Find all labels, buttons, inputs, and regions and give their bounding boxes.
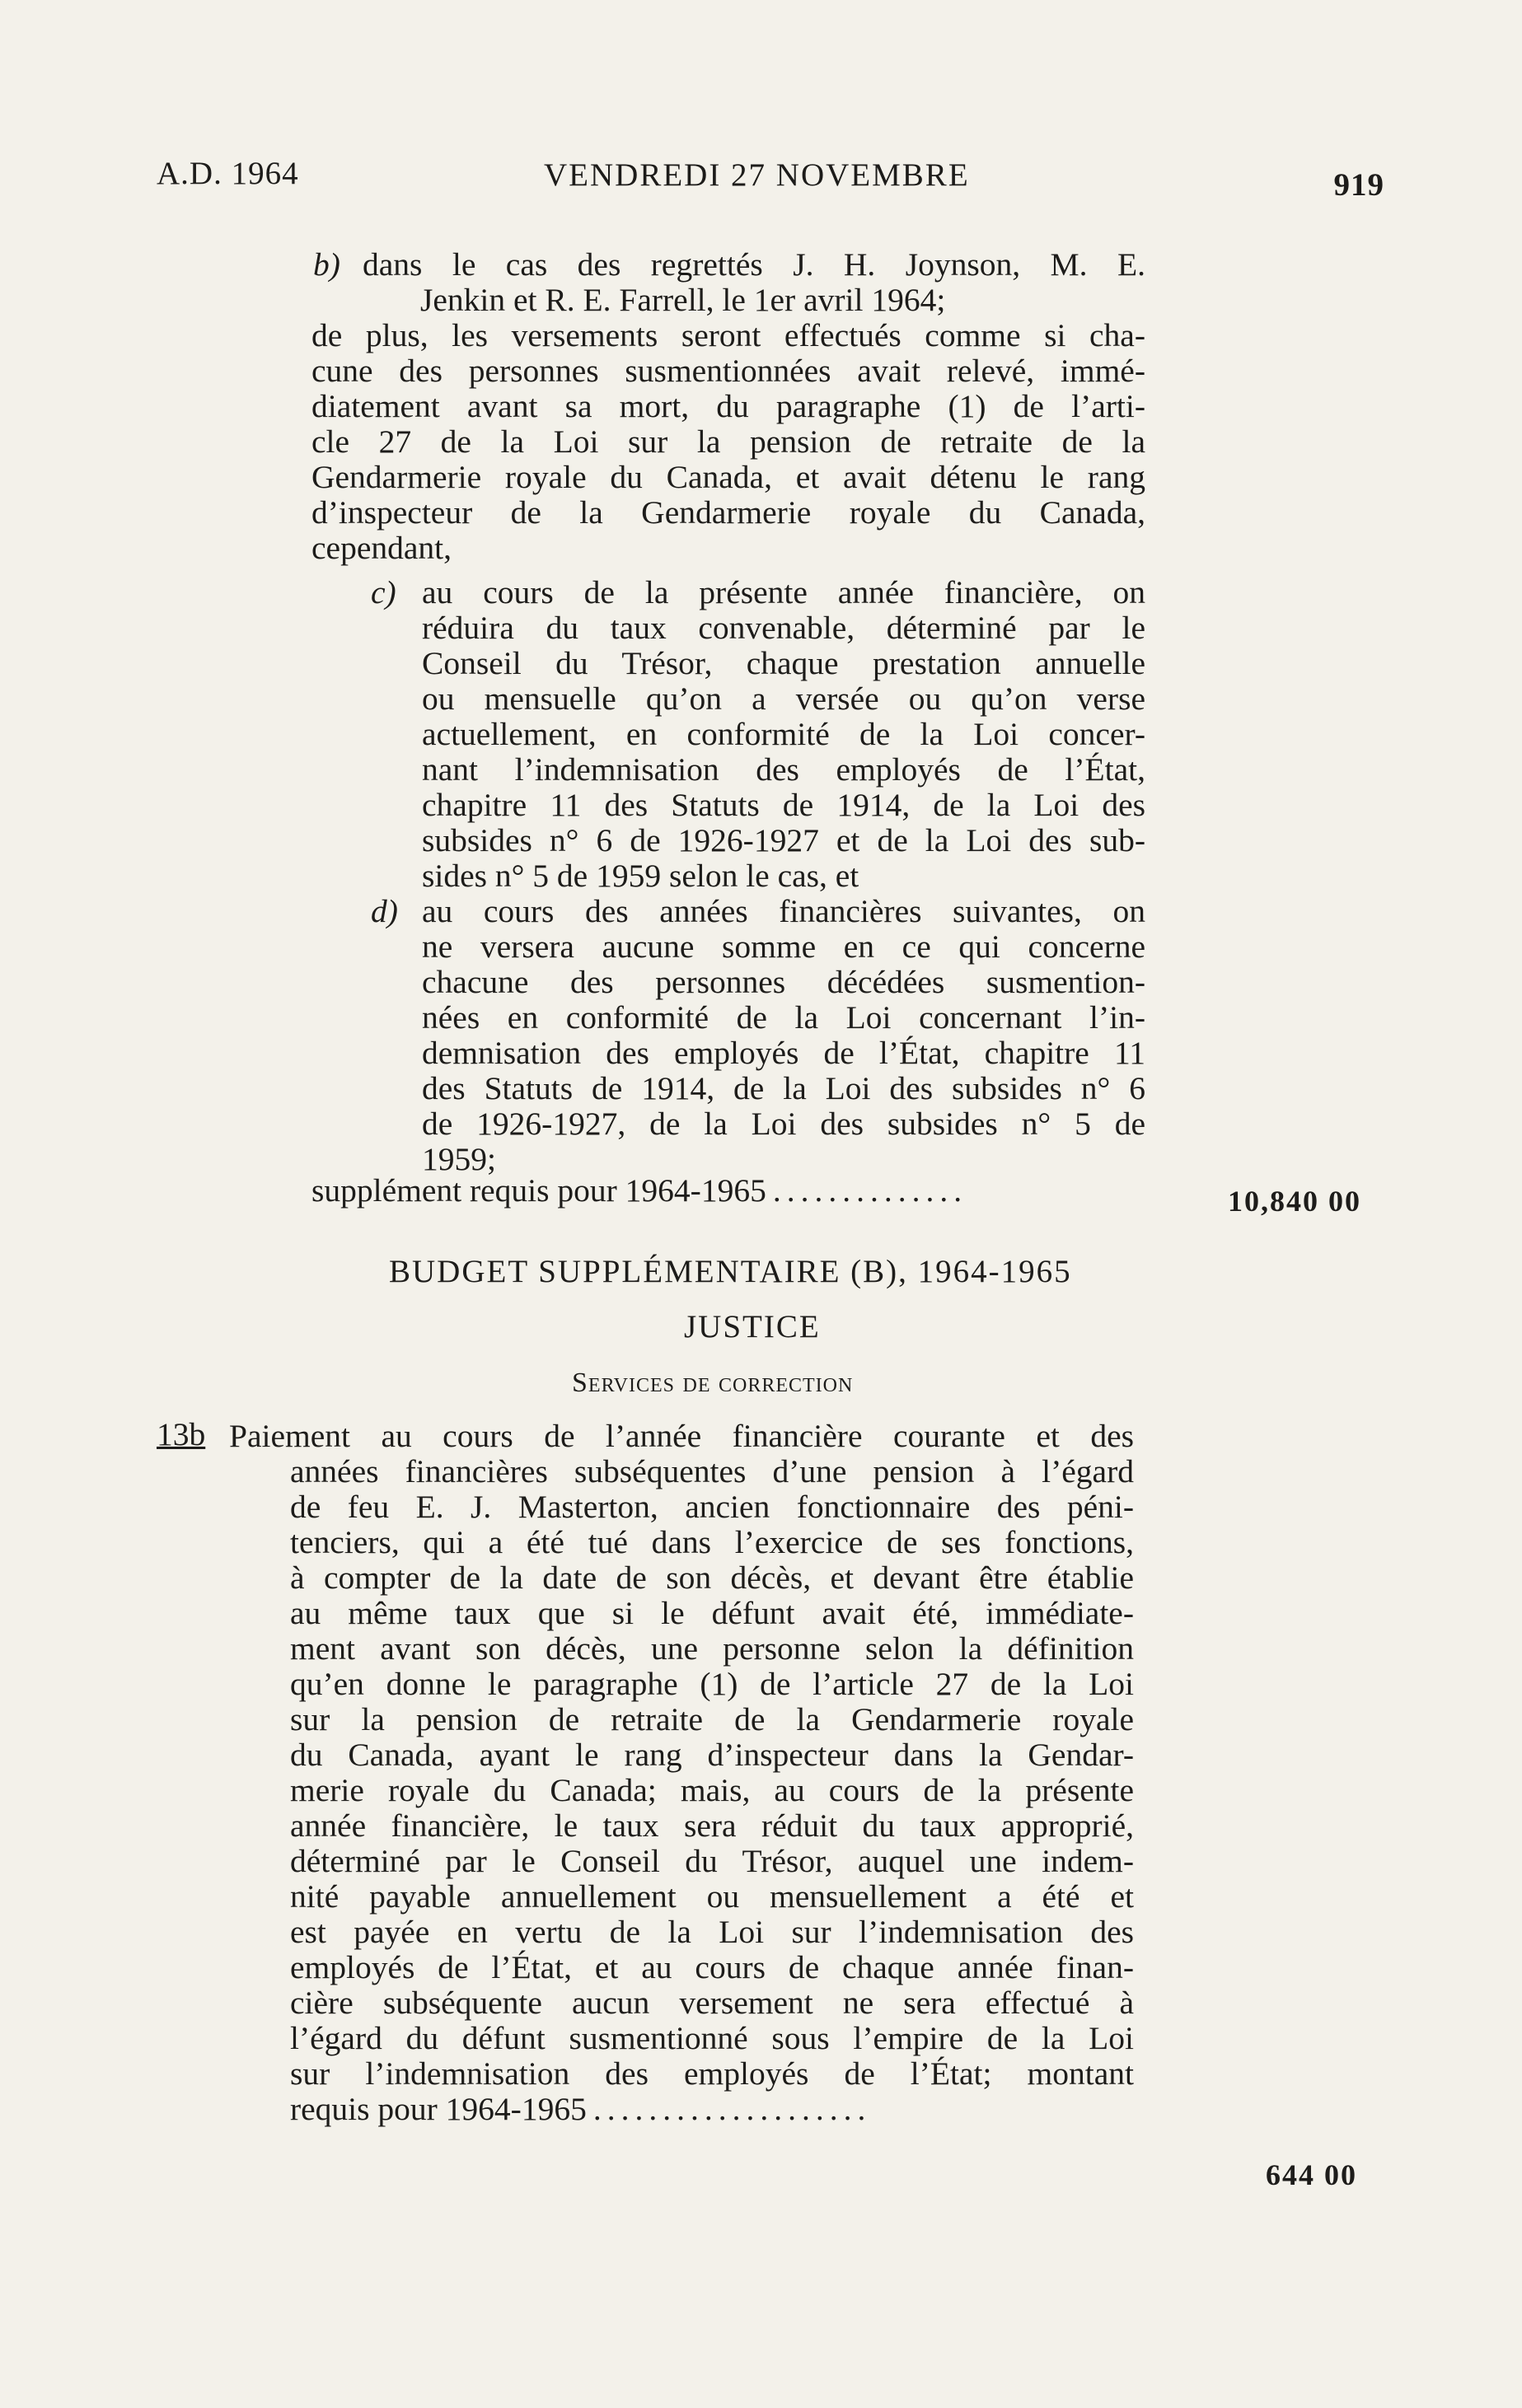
item-b-line: dans le cas des regrettés J. H. Joynson, M. E. [363,246,1145,283]
paragraph-line: diatement avant sa mort, du paragraphe (1) de l’arti- [311,388,1145,424]
item-c-line: actuellement, en conformité de la Loi concer- [422,716,1145,752]
item-c-line: subsides n° 6 de 1926-1927 et de la Loi des sub- [422,822,1145,858]
section-heading: Services de correction [572,1368,854,1398]
item-c-line: nant l’indemnisation des employés de l’État, [422,751,1145,788]
vote-amount-row [290,2092,1134,2127]
item-b-marker: b) [313,246,340,283]
vote-line: déterminé par le Conseil du Trésor, auquel une indem- [290,1843,1134,1879]
supplement-amount: 10,840 00 [1228,1185,1361,1218]
vote-line: année financière, le taux sera réduit du taux approprié, [290,1807,1134,1844]
vote-line: l’égard du défunt susmentionné sous l’empire de la Loi [290,2020,1134,2056]
vote-line: tenciers, qui a été tué dans l’exercice de ses fonctions, [290,1524,1134,1560]
vote-body [290,1454,1134,2092]
vote-number: 13b [157,1416,206,1452]
vote-line: du Canada, ayant le rang d’inspecteur dans la Gendar- [290,1737,1134,1773]
vote-line: au même taux que si le défunt avait été, immédiate- [290,1595,1134,1631]
item-c-marker: c) [371,574,396,610]
item-c-line: réduira du taux convenable, déterminé par le [422,610,1145,646]
item-d-line: 1959; [422,1141,496,1177]
vote-line: employés de l’État, et au cours de chaque année finan- [290,1949,1134,1985]
vote-final-label: requis pour 1964-1965 [290,2091,587,2127]
paragraph-line: de plus, les versements seront effectués comme si cha- [311,317,1145,353]
vote-line: qu’en donne le paragraphe (1) de l’article 27 de la Loi [290,1666,1134,1702]
vote-line: ment avant son décès, une personne selon la définition [290,1630,1134,1667]
supplement-label: supplément requis pour 1964-1965 [311,1172,766,1209]
item-c [371,574,1145,894]
vote-line: années financières subséquentes d’une pension à l’égard [290,1453,1134,1489]
paragraph-line: cependant, [311,530,452,566]
item-c-line: au cours de la présente année financière, on [422,574,1145,610]
item-d [371,893,1145,1177]
vote-amount: 644 00 [1266,2158,1357,2191]
running-header [157,155,1384,204]
dot-leader: .................... [592,2091,872,2127]
item-c-line: Conseil du Trésor, chaque prestation annuelle [422,645,1145,681]
vote-line: merie royale du Canada; mais, au cours de la présente [290,1772,1134,1808]
vote-first-line: Paiement au cours de l’année financière courante et des [229,1418,1134,1454]
item-b [313,246,1145,318]
supplement-row [311,1173,1145,1209]
item-d-line: au cours des années financières suivantes, on [422,893,1145,929]
vote-line: de feu E. J. Masterton, ancien fonctionnaire des péni- [290,1489,1134,1525]
item-d-line: des Statuts de 1914, de la Loi des subsides n° 6 [422,1070,1145,1106]
item-d-line: demnisation des employés de l’État, chapitre 11 [422,1035,1145,1071]
vote-line: cière subséquente aucun versement ne sera effectué à [290,1985,1134,2021]
vote-line: sur l’indemnisation des employés de l’État; montant [290,2055,1134,2092]
paragraph-line: cune des personnes susmentionnées avait relevé, immé- [311,353,1145,389]
vote-line: est payée en vertu de la Loi sur l’indemnisation des [290,1914,1134,1950]
paragraph-line: cle 27 de la Loi sur la pension de retraite de la [311,423,1145,460]
header-year: A.D. 1964 [157,156,299,191]
item-d-line: chacune des personnes décédées susmention- [422,964,1145,1000]
item-d-line: ne versera aucune somme en ce qui concerne [422,928,1145,965]
paragraph-line: d’inspecteur de la Gendarmerie royale du Canada, [311,494,1145,531]
item-c-line: ou mensuelle qu’on a versée ou qu’on verse [422,680,1145,717]
vote-line: à compter de la date de son décès, et devant être établie [290,1559,1134,1596]
page-number: 919 [1333,167,1384,203]
item-d-line: de 1926-1927, de la Loi des subsides n° 5 de [422,1106,1145,1142]
budget-heading: BUDGET SUPPLÉMENTAIRE (B), 1964-1965 [389,1254,1072,1289]
department-heading: JUSTICE [684,1309,821,1344]
item-d-line: nées en conformité de la Loi concernant l’in- [422,999,1145,1036]
paragraph-line: Gendarmerie royale du Canada, et avait détenu le rang [311,459,1145,495]
vote-line: sur la pension de retraite de la Gendarmerie royale [290,1701,1134,1737]
item-c-line: chapitre 11 des Statuts de 1914, de la Loi des [422,787,1145,823]
item-c-line: sides n° 5 de 1959 selon le cas, et [422,858,859,894]
item-d-marker: d) [371,893,398,929]
vote-line: nité payable annuellement ou mensuellement a été et [290,1878,1134,1915]
dot-leader: .............. [772,1172,968,1209]
paragraph-continuation [311,318,1145,566]
item-b-line: Jenkin et R. E. Farrell, le 1er avril 1964; [420,282,946,318]
header-date: VENDREDI 27 NOVEMBRE [544,157,970,193]
